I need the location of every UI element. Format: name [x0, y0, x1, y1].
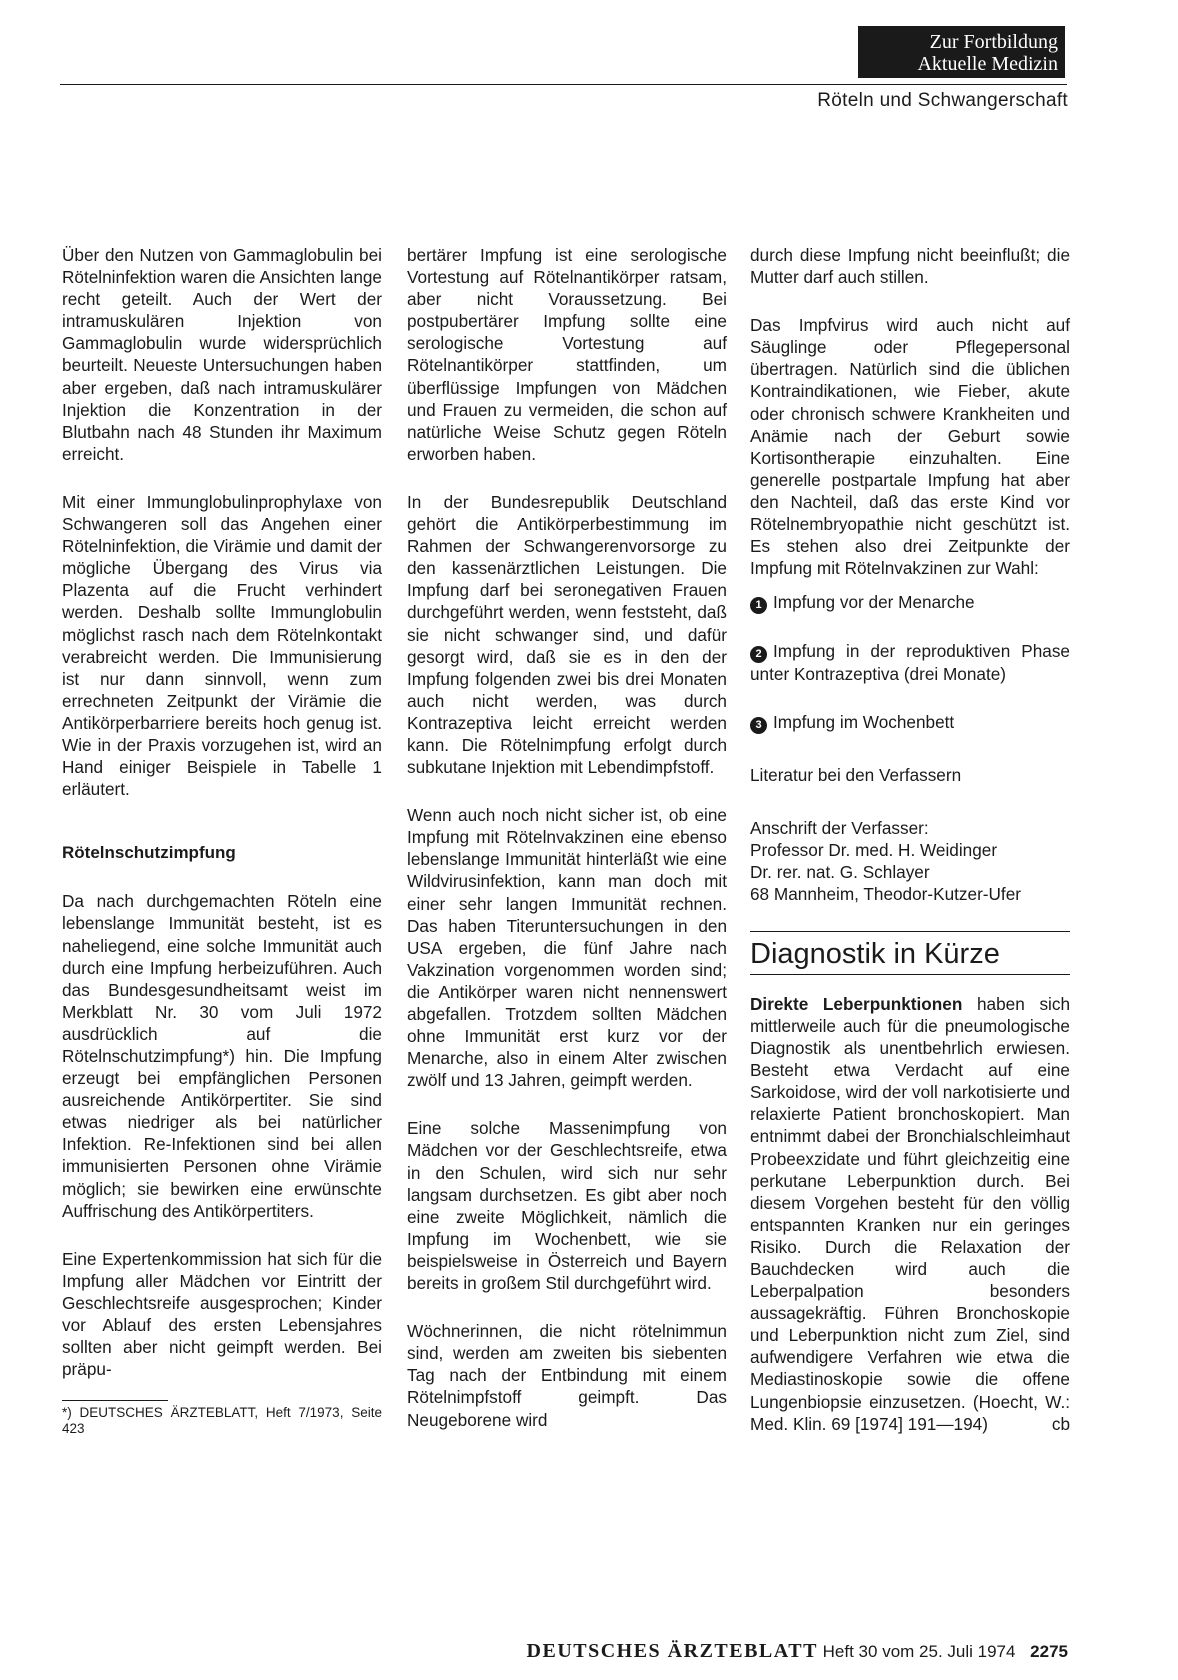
number-marker-icon: 2 [750, 646, 767, 663]
box-title-rule [750, 974, 1070, 975]
page-footer [460, 1640, 1068, 1663]
column-3 [750, 244, 1070, 1435]
paragraph: Eine Expertenkommission hat sich für die Impfung aller Mädchen vor Eintritt der Geschlechtsreife ausgesprochen; Kinder vor Ablauf des ersten Lebensjahres sollten aber nicht geimpft werden. Bei präpu- [62, 1248, 382, 1380]
list-item-text: Impfung im Wochenbett [773, 712, 955, 733]
journal-name: DEUTSCHES ÄRZTEBLATT [526, 1640, 818, 1662]
list-item-text: Impfung vor der Menarche [773, 592, 975, 613]
column-2 [407, 244, 727, 1457]
box-text: haben sich mittlerweile auch für die pneumologische Diagnostik als unentbehrlich erwiesen. Besteht etwa Verdacht auf eine Sarkoidose, wird der voll narkotisierte und relaxierte Patient bronchoskopiert. Man entnimmt dabei der Bronchialschleimhaut Probeexzidate und führt gleichzeitig eine perkutane Leberpunktion durch. Bei diesem Vorgehen besteht für den völlig entspannten Kranken nur ein geringes Risiko. Durch die Relaxation der Bauchdecken wird auch die Leberpalpation besonders aussagekräftig. Führen Bronchoskopie und Leberpunktion nicht zum Ziel, sind aufwendigere Verfahren wie etwa die Mediastinoskopie sowie die offene Lungenbiopsie einzusetzen. (Hoecht, W.: Med. Klin. 69 [1974] 191—194) [750, 993, 1071, 1434]
page-number: 2275 [1030, 1642, 1068, 1661]
paragraph: Mit einer Immunglobulinprophylaxe von Schwangeren soll das Angehen einer Rötelninfektion, die Virämie und damit der mögliche Übergang des Virus via Plazenta auf die Frucht verhindert werden. Deshalb sollte Immunglobulin möglichst rasch nach dem Rötelnkontakt verabreicht werden. Die Immunisierung ist nur dann sinnvoll, wenn zum errechneten Zeitpunkt der Virämie die Antikörperbarriere bereits hoch genug ist. Wie in der Praxis vorzugehen ist, wird an Hand einiger Beispiele in Tabelle 1 erläutert. [62, 491, 382, 800]
issue-info: Heft 30 vom 25. Juli 1974 [822, 1642, 1016, 1661]
box-sign: cb [1051, 1413, 1070, 1434]
running-title: Röteln und Schwangerschaft [817, 90, 1068, 111]
list-item [750, 711, 1070, 734]
address-line: Dr. rer. nat. G. Schlayer [750, 861, 930, 882]
box-top-rule [750, 931, 1070, 932]
paragraph: Wöchnerinnen, die nicht rötelnimmun sind, werden am zweiten bis siebenten Tag nach der Entbindung mit einem Rötelnimpfstoff geimpft. Das Neugeborene wird [407, 1321, 727, 1430]
address-label: Anschrift der Verfasser: [750, 817, 929, 838]
paragraph: Wenn auch noch nicht sicher ist, ob eine Impfung mit Rötelnvakzinen eine ebenso lebenslange Immunität hinterläßt wie eine Wildvirusinfektion, kann man doch mit einer sehr langen Immunität rechnen. Das haben Titeruntersuchungen in den USA ergeben, die fünf Jahre nach Vakzination vorgenommen worden sind; die Antikörper waren nicht nennenswert abgefallen. Trotzdem sollten Mädchen ohne Immunität erst kurz vor der Menarche, also in einem Alter zwischen zwölf und 13 Jahren, geimpft werden. [407, 805, 727, 1091]
paragraph: Da nach durchgemachten Röteln eine lebenslange Immunität besteht, ist es naheliegend, eine solche Immunität auch durch eine Impfung herbeizuführen. Auch das Bundesgesundheitsamt weist im Merkblatt Nr. 30 vom Juli 1972 ausdrücklich auf die Rötelnschutzimpfung*) hin. Die Impfung erzeugt bei empfänglichen Personen ausreichende Antikörpertiter. Sie sind etwas niedriger als bei natürlicher Infektion. Re-Infektionen sind bei allen immunisierten Personen ohne Virämie möglich; sie bewirken eine erwünschte Auffrischung des Antikörpertiters. [62, 891, 382, 1221]
author-address [750, 817, 1070, 905]
subheading: Rötelnschutzimpfung [62, 843, 236, 863]
footnote-rule [62, 1400, 168, 1401]
list-item [750, 640, 1070, 685]
section-label-line2: Aktuelle Medizin [917, 53, 1058, 75]
header-rule [60, 84, 1067, 85]
box-lead: Direkte Leberpunktionen [750, 993, 963, 1014]
number-marker-icon: 1 [750, 597, 767, 614]
address-line: 68 Mannheim, Theodor-Kutzer-Ufer [750, 883, 1021, 904]
column-1 [62, 244, 382, 1463]
literature-note: Literatur bei den Verfassern [750, 765, 962, 786]
box-title: Diagnostik in Kürze [750, 937, 1000, 970]
section-label [858, 26, 1065, 78]
paragraph: bertärer Impfung ist eine serologische Vortestung auf Rötelnantikörper ratsam, aber nicht Voraussetzung. Bei postpubertärer Impfung sollte eine serologische Vortestung auf Rötelnantikörper stattfinden, um überflüssige Impfungen von Mädchen und Frauen zu vermeiden, die schon auf natürliche Weise Schutz gegen Röteln erworben haben. [407, 245, 727, 464]
paragraph: Über den Nutzen von Gammaglobulin bei Rötelninfektion waren die Ansichten lange recht geteilt. Auch der Wert der intramuskulären Injektion von Gammaglobulin wurde widersprüchlich beurteilt. Neueste Untersuchungen haben aber ergeben, daß nach intramuskulärer Injektion die Konzentration in der Blutbahn nach 48 Stunden ihr Maximum erreicht. [62, 245, 382, 464]
paragraph: Das Impfvirus wird auch nicht auf Säuglinge oder Pflegepersonal übertragen. Natürlich sind die üblichen Kontraindikationen, wie Fieber, akute oder chronisch schwere Krankheiten und Anämie nach der Geburt sowie Kortisontherapie einzuhalten. Eine generelle postpartale Impfung hat aber den Nachteil, daß das erste Kind vor Rötelnembryopathie nicht geschützt ist. Es stehen also drei Zeitpunkte der Impfung mit Rötelnvakzinen zur Wahl: [750, 315, 1070, 579]
paragraph: durch diese Impfung nicht beeinflußt; die Mutter darf auch stillen. [750, 245, 1070, 288]
address-line: Professor Dr. med. H. Weidinger [750, 839, 998, 860]
footnote: *) DEUTSCHES ÄRZTEBLATT, Heft 7/1973, Seite 423 [62, 1405, 382, 1437]
paragraph: In der Bundesrepublik Deutschland gehört die Antikörperbestimmung im Rahmen der Schwangerenvorsorge zu den kassenärztlichen Leistungen. Die Impfung darf bei seronegativen Frauen durchgeführt werden, wenn feststeht, daß sie nicht schwanger sind, und dafür gesorgt wird, daß sie es in den der Impfung folgenden zwei bis drei Monaten auch nicht werden, was durch Kontrazeptiva leicht erreicht werden kann. Die Rötelnimpfung erfolgt durch subkutane Injektion mit Lebendimpfstoff. [407, 491, 727, 778]
section-label-line1: Zur Fortbildung [929, 31, 1058, 53]
number-marker-icon: 3 [750, 717, 767, 734]
list-item-text: Impfung in der reproduktiven Phase unter Kontrazeptiva (drei Monate) [750, 641, 1070, 685]
paragraph: Eine solche Massenimpfung von Mädchen vor der Geschlechtsreife, etwa in den Schulen, wird sich nur sehr langsam durchsetzen. Es gibt aber noch eine zweite Möglichkeit, nämlich die Impfung im Wochenbett, wie sie beispielsweise in Österreich und Bayern bereits in großem Stil durchgeführt wird. [407, 1118, 727, 1294]
list-item [750, 591, 1070, 614]
box-paragraph [750, 993, 1070, 1435]
